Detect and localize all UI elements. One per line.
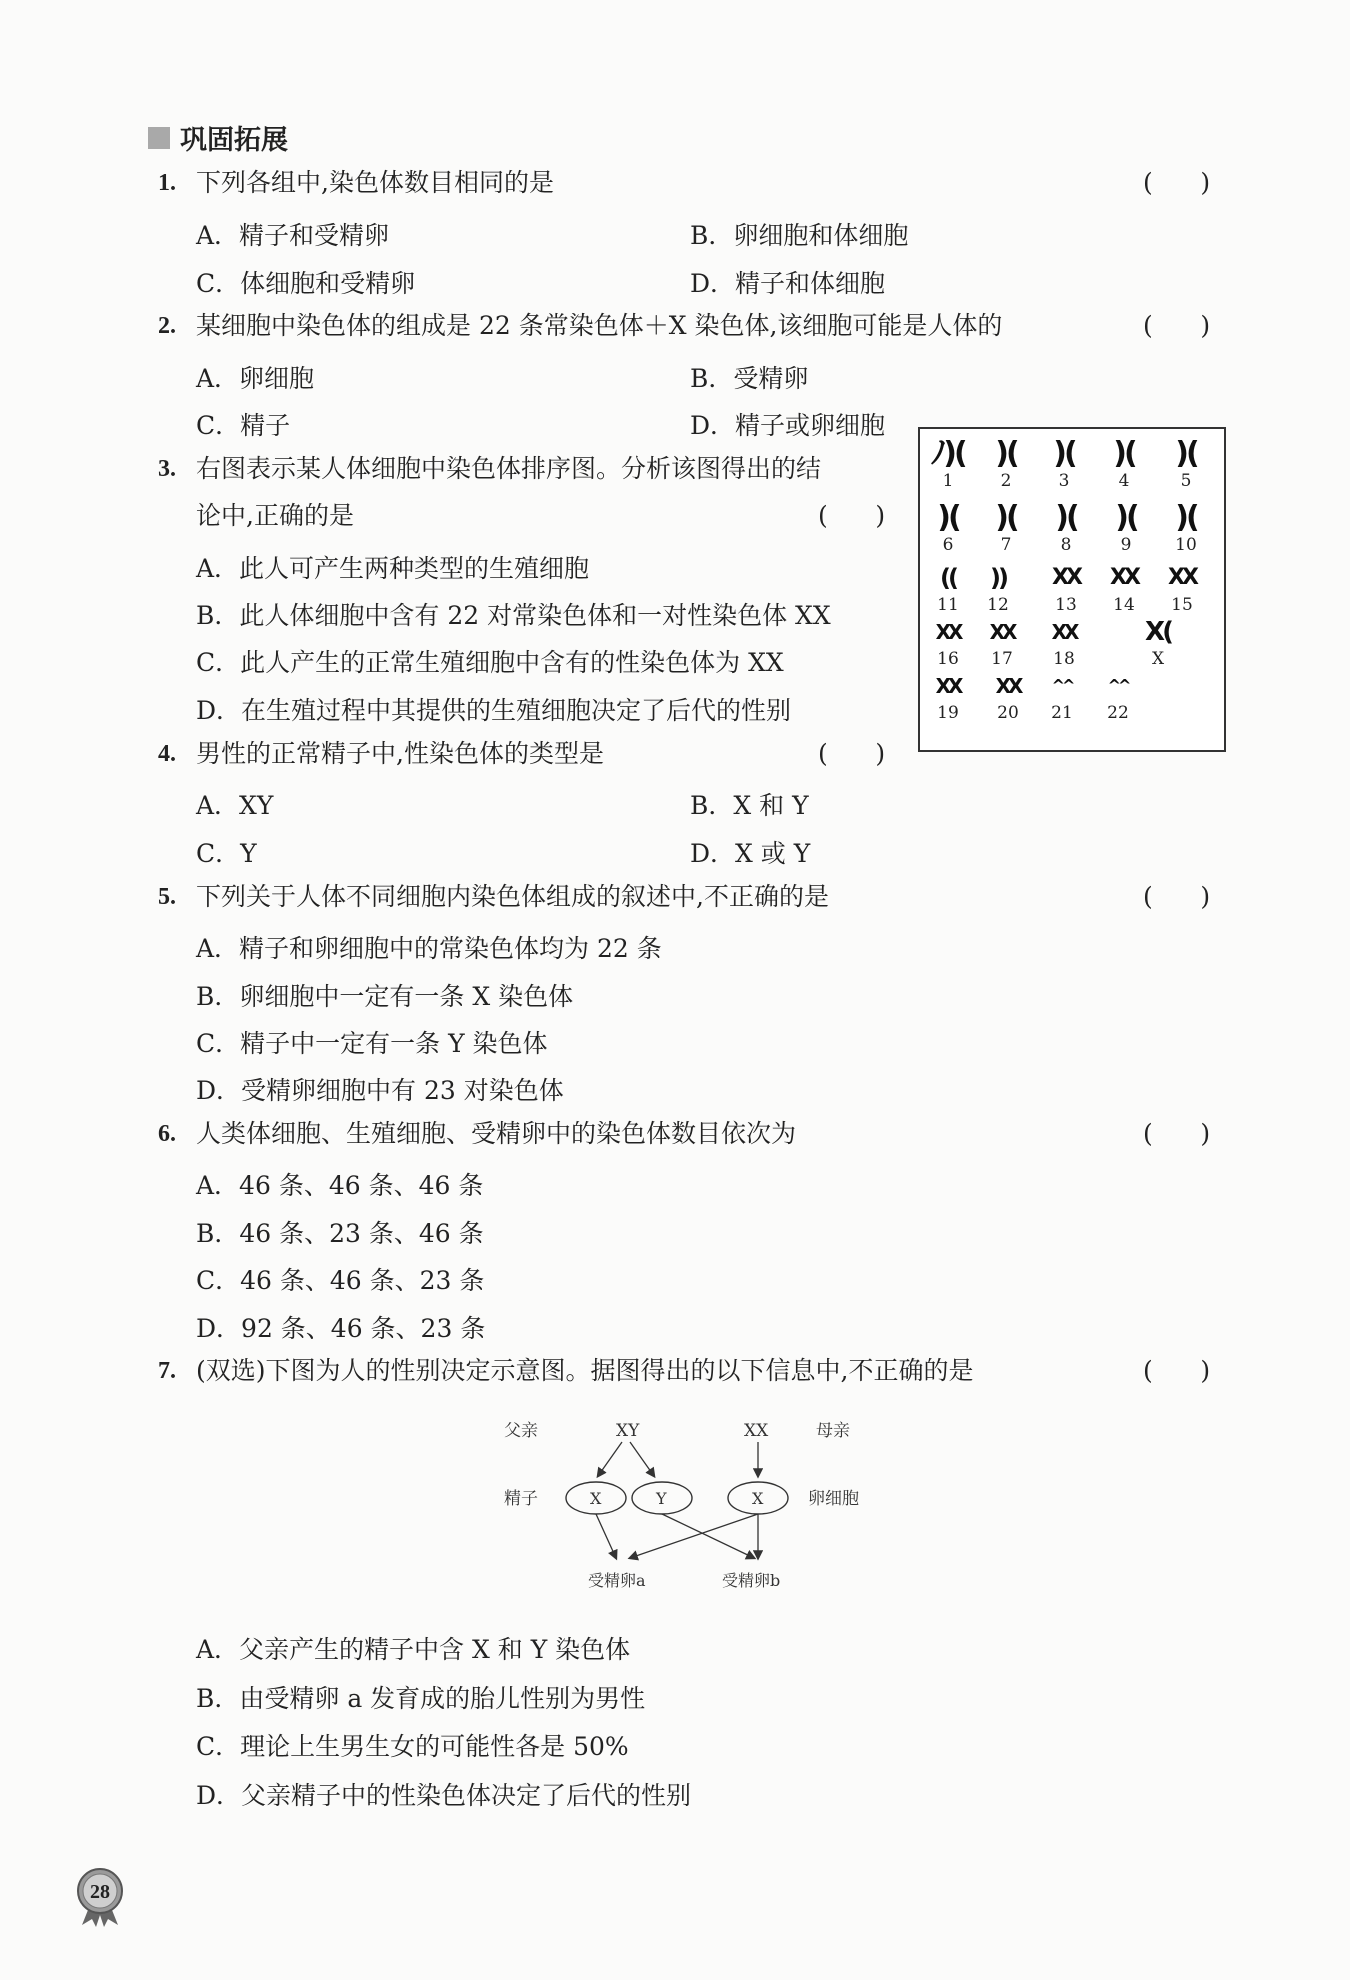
option-d[interactable]: D．父亲精子中的性染色体决定了后代的性别: [196, 1781, 692, 1810]
option-c[interactable]: C．精子: [196, 411, 291, 440]
option-b[interactable]: B．由受精卵 a 发育成的胎儿性别为男性: [196, 1684, 646, 1713]
question-number: 3.: [158, 456, 176, 482]
option-a[interactable]: A．卵细胞: [196, 364, 315, 393]
answer-blank[interactable]: ( ): [1143, 168, 1211, 197]
option-a[interactable]: A．46 条、46 条、46 条: [196, 1171, 484, 1200]
chromosome-number: 10: [1175, 535, 1197, 555]
chromosome-number: X: [1151, 649, 1165, 669]
chromosome-number: 4: [1118, 471, 1130, 491]
option-c[interactable]: C．此人产生的正常生殖细胞中含有的性染色体为 XX: [196, 648, 784, 677]
chromosome-glyph: )(: [1175, 500, 1197, 535]
option-b[interactable]: B．46 条、23 条、46 条: [196, 1219, 484, 1248]
option-c[interactable]: C．Y: [196, 839, 257, 868]
question-number: 7.: [158, 1358, 176, 1384]
option-c[interactable]: C．46 条、46 条、23 条: [196, 1266, 485, 1295]
chromosome-glyph: XX: [995, 674, 1021, 698]
arrow: [598, 1442, 622, 1476]
chromosome-glyph: ^^: [1051, 676, 1073, 695]
chromosome-number: 15: [1171, 595, 1193, 615]
question-stem-cont: 论中,正确的是: [196, 501, 354, 530]
chromosome-pair: [1092, 669, 1144, 723]
chromosome-glyph: ﾉ)(: [931, 436, 965, 471]
chromosome-pair: [1038, 437, 1090, 491]
chromosome-number: 19: [937, 703, 959, 723]
sperm-x-label: X: [590, 1489, 602, 1508]
chromosome-pair: [1100, 501, 1152, 555]
sperm-label: 精子: [504, 1489, 538, 1509]
option-a[interactable]: A．父亲产生的精子中含 X 和 Y 染色体: [196, 1635, 631, 1664]
option-d[interactable]: D．92 条、46 条、23 条: [196, 1314, 486, 1343]
question-stem: (双选)下图为人的性别决定示意图。据图得出的以下信息中,不正确的是: [196, 1356, 974, 1385]
chromosome-pair: [982, 669, 1034, 723]
chromosome-pair: [1040, 561, 1092, 615]
egg-label: 卵细胞: [808, 1489, 859, 1509]
option-c[interactable]: C．精子中一定有一条 Y 染色体: [196, 1029, 548, 1058]
answer-blank[interactable]: ( ): [818, 501, 886, 530]
chromosome-pair: [1038, 615, 1090, 669]
chromosome-pair: [972, 561, 1024, 615]
answer-blank[interactable]: ( ): [1143, 1119, 1211, 1148]
option-a[interactable]: A．精子和受精卵: [196, 221, 390, 250]
chromosome-number: 14: [1113, 595, 1135, 615]
answer-blank[interactable]: ( ): [1143, 1356, 1211, 1385]
chromosome-glyph: XX: [1168, 565, 1196, 590]
chromosome-pair: [980, 437, 1032, 491]
chromosome-glyph: ((: [940, 564, 956, 592]
option-d[interactable]: D．精子或卵细胞: [690, 411, 886, 440]
chromosome-glyph: )(: [995, 436, 1017, 471]
chromosome-pair: [1036, 669, 1088, 723]
chromosome-pair: [922, 437, 974, 491]
mother-label: 母亲: [816, 1421, 850, 1441]
chromosome-glyph: )(: [1053, 436, 1075, 471]
question-stem: 人类体细胞、生殖细胞、受精卵中的染色体数目依次为: [196, 1119, 797, 1148]
chromosome-number: 16: [937, 649, 959, 669]
karyotype-figure: [918, 427, 1226, 752]
answer-blank[interactable]: ( ): [1143, 882, 1211, 911]
option-c[interactable]: C．理论上生男生女的可能性各是 50%: [196, 1732, 629, 1761]
question-stem: 下列各组中,染色体数目相同的是: [196, 168, 554, 197]
option-b[interactable]: B．此人体细胞中含有 22 对常染色体和一对性染色体 XX: [196, 601, 831, 630]
chromosome-glyph: )(: [1175, 436, 1197, 471]
chromosome-number: 2: [1000, 471, 1012, 491]
chromosome-pair: [922, 669, 974, 723]
option-b[interactable]: B．X 和 Y: [690, 791, 809, 820]
option-d[interactable]: D．在生殖过程中其提供的生殖细胞决定了后代的性别: [196, 696, 792, 725]
answer-blank[interactable]: ( ): [818, 739, 886, 768]
chromosome-glyph: XX: [935, 620, 961, 644]
chromosome-number: 8: [1060, 535, 1072, 555]
zygote-b-label: 受精卵b: [722, 1571, 781, 1590]
chromosome-number: 22: [1107, 703, 1129, 723]
page-number: 28: [90, 1881, 110, 1903]
chromosome-pair: [980, 501, 1032, 555]
question-number: 4.: [158, 741, 176, 767]
chromosome-glyph: )(: [1055, 500, 1077, 535]
chromosome-pair: [1098, 561, 1150, 615]
arrow: [596, 1514, 616, 1558]
chromosome-pair: [1160, 501, 1212, 555]
chromosome-glyph: XX: [1051, 620, 1077, 644]
sperm-y-label: Y: [656, 1489, 667, 1508]
section-square-icon: [148, 127, 170, 149]
chromosome-glyph: )(: [1113, 436, 1135, 471]
question-number: 1.: [158, 170, 176, 196]
answer-blank[interactable]: ( ): [1143, 311, 1211, 340]
question-stem: 男性的正常精子中,性染色体的类型是: [196, 739, 604, 768]
chromosome-number: 13: [1055, 595, 1077, 615]
chromosome-number: 5: [1180, 471, 1192, 491]
option-a[interactable]: A．此人可产生两种类型的生殖细胞: [196, 554, 590, 583]
option-d[interactable]: D．受精卵细胞中有 23 对染色体: [196, 1076, 564, 1105]
chromosome-number: 20: [997, 703, 1019, 723]
question-stem: 下列关于人体不同细胞内染色体组成的叙述中,不正确的是: [196, 882, 829, 911]
option-a[interactable]: A．XY: [196, 791, 274, 820]
chromosome-number: 1: [942, 471, 954, 491]
chromosome-pair: [1132, 615, 1184, 669]
question-number: 5.: [158, 884, 176, 910]
section-title: [148, 118, 288, 157]
chromosome-number: 17: [991, 649, 1013, 669]
chromosome-glyph: XX: [1110, 565, 1138, 590]
question-stem: 右图表示某人体细胞中染色体排序图。分析该图得出的结: [196, 454, 822, 483]
page-number-badge: [68, 1865, 132, 1929]
chromosome-pair: [922, 501, 974, 555]
chromosome-number: 21: [1051, 703, 1073, 723]
chromosome-pair: [1040, 501, 1092, 555]
arrow: [630, 1442, 654, 1476]
chromosome-glyph: )): [990, 564, 1006, 592]
mother-genotype: XX: [744, 1421, 769, 1441]
chromosome-pair: [1160, 437, 1212, 491]
option-b[interactable]: B．卵细胞和体细胞: [690, 221, 909, 250]
chromosome-number: 11: [937, 595, 959, 615]
chromosome-glyph: )(: [1115, 500, 1137, 535]
sex-determination-diagram: [490, 1418, 890, 1608]
chromosome-pair: [1156, 561, 1208, 615]
option-c[interactable]: C．体细胞和受精卵: [196, 269, 416, 298]
chromosome-number: 7: [1000, 535, 1012, 555]
chromosome-pair: [1098, 437, 1150, 491]
chromosome-glyph: X(: [1145, 617, 1171, 647]
father-genotype: XY: [616, 1421, 640, 1441]
option-d[interactable]: D．X 或 Y: [690, 839, 811, 868]
question-number: 2.: [158, 313, 176, 339]
question-number: 6.: [158, 1121, 176, 1147]
chromosome-glyph: )(: [937, 500, 959, 535]
chromosome-pair: [922, 561, 974, 615]
option-b[interactable]: B．卵细胞中一定有一条 X 染色体: [196, 982, 574, 1011]
egg-x-label: X: [752, 1489, 764, 1508]
chromosome-glyph: XX: [989, 620, 1015, 644]
chromosome-glyph: XX: [935, 674, 961, 698]
chromosome-number: 12: [987, 595, 1009, 615]
chromosome-pair: [976, 615, 1028, 669]
question-stem: 某细胞中染色体的组成是 22 条常染色体＋X 染色体,该细胞可能是人体的: [196, 311, 1003, 340]
chromosome-number: 6: [942, 535, 954, 555]
chromosome-pair: [922, 615, 974, 669]
option-d[interactable]: D．精子和体细胞: [690, 269, 886, 298]
section-title-text: 巩固拓展: [180, 125, 288, 156]
chromosome-number: 3: [1058, 471, 1070, 491]
option-b[interactable]: B．受精卵: [690, 364, 809, 393]
zygote-a-label: 受精卵a: [588, 1571, 646, 1590]
chromosome-glyph: XX: [1052, 565, 1080, 590]
father-label: 父亲: [504, 1421, 538, 1441]
chromosome-number: 9: [1120, 535, 1132, 555]
chromosome-glyph: )(: [995, 500, 1017, 535]
chromosome-number: 18: [1053, 649, 1075, 669]
option-a[interactable]: A．精子和卵细胞中的常染色体均为 22 条: [196, 934, 662, 963]
chromosome-glyph: ^^: [1107, 676, 1129, 695]
